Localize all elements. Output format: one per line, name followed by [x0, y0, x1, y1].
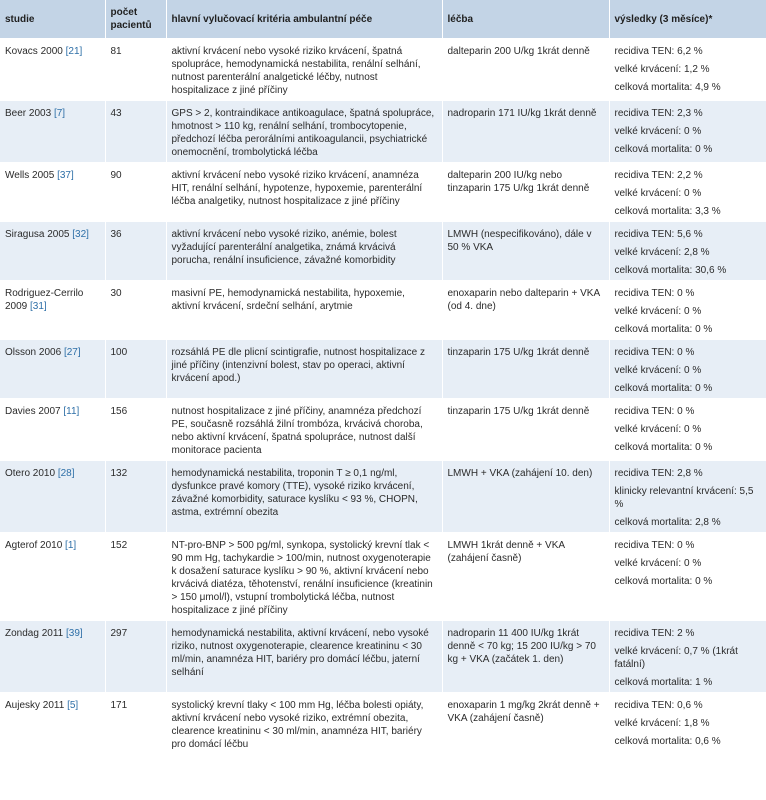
study-cell: [0, 340, 105, 399]
study-cell: [0, 163, 105, 222]
header-patients: počet pacientů: [105, 0, 166, 39]
patients-cell: 36: [105, 222, 166, 281]
treatment-cell: nadroparin 11 400 IU/kg 1krát denně < 70 kg; 15 200 IU/kg > 70 kg + VKA (začátek 1. den): [442, 621, 609, 693]
results-cell: [609, 163, 766, 222]
criteria-cell: NT-pro-BNP > 500 pg/ml, synkopa, systolický krevní tlak < 90 mm Hg, tachykardie > 100/min, nutnost oxygenoterapie k dosažení saturace kyslíku > 90 %, aktivní krvácení nebo krvácivá diatéza, těhotenství, renální insuficience (kreatinin > 150 μmol/l), vstupní trombolytická léčba, nutnost hospitalizace z jiné příčiny: [166, 533, 442, 621]
study-name: Beer 2003: [5, 108, 52, 119]
table-row: [0, 281, 766, 340]
result-item: celková mortalita: 2,8 %: [614, 517, 721, 528]
study-cell: [0, 533, 105, 621]
study-name: Aujesky 2011: [5, 700, 65, 711]
treatment-cell: LMWH (nespecifikováno), dále v 50 % VKA: [442, 222, 609, 281]
results-cell: [609, 39, 766, 101]
criteria-cell: masivní PE, hemodynamická nestabilita, hypoxemie, aktivní krvácení, srdeční selhání, arytmie: [166, 281, 442, 340]
study-name: Otero 2010: [5, 468, 56, 479]
criteria-cell: systolický krevní tlaky < 100 mm Hg, léčba bolesti opiáty, aktivní krvácení nebo vysoké riziko, extrémní obezita, clearence kreatininu < 30 ml/min, anamnéza HIT, bariéry pro domácí léčbu: [166, 693, 442, 755]
treatment-cell: dalteparin 200 IU/kg nebo tinzaparin 175 U/kg 1krát denně: [442, 163, 609, 222]
results-cell: [609, 533, 766, 621]
patients-cell: 156: [105, 399, 166, 461]
study-reference: [28]: [57, 468, 75, 479]
table-row: [0, 163, 766, 222]
result-item: velké krvácení: 0 %: [614, 365, 702, 376]
patients-cell: 297: [105, 621, 166, 693]
criteria-cell: nutnost hospitalizace z jiné příčiny, anamnéza předchozí PE, současně rozsáhlá žilní trombóza, krvácivá choroba, nebo aktivní krvácení, špatná spolupráce, nutnost další monitorace pacienta: [166, 399, 442, 461]
study-name: Davies 2007: [5, 406, 61, 417]
result-item: celková mortalita: 0 %: [614, 144, 713, 155]
study-cell: [0, 621, 105, 693]
table-row: [0, 340, 766, 399]
result-item: velké krvácení: 0 %: [614, 558, 702, 569]
treatment-cell: tinzaparin 175 U/kg 1krát denně: [442, 340, 609, 399]
result-item: velké krvácení: 0 %: [614, 306, 702, 317]
result-item: recidiva TEN: 2,3 %: [614, 108, 703, 119]
result-item: celková mortalita: 3,3 %: [614, 206, 721, 217]
study-reference: [7]: [53, 108, 66, 119]
patients-cell: 90: [105, 163, 166, 222]
table-row: [0, 222, 766, 281]
patients-cell: 81: [105, 39, 166, 101]
results-cell: [609, 101, 766, 163]
study-cell: [0, 39, 105, 101]
treatment-cell: LMWH 1krát denně + VKA (zahájení časně): [442, 533, 609, 621]
header-criteria: hlavní vylučovací kritéria ambulantní péče: [166, 0, 442, 39]
patients-cell: 171: [105, 693, 166, 755]
table-row: [0, 533, 766, 621]
study-name: Rodriguez-Cerrilo 2009: [5, 288, 84, 312]
result-item: velké krvácení: 1,8 %: [614, 718, 710, 729]
treatment-cell: tinzaparin 175 U/kg 1krát denně: [442, 399, 609, 461]
study-name: Wells 2005: [5, 170, 55, 181]
result-item: celková mortalita: 0 %: [614, 576, 713, 587]
results-cell: [609, 281, 766, 340]
table-row: [0, 621, 766, 693]
result-item: recidiva TEN: 0 %: [614, 540, 695, 551]
criteria-cell: aktivní krvácení nebo vysoké riziko krvácení, anamnéza HIT, renální selhání, hypotenze, hypoxemie, parenterální léčba analgetiky, nutnost hospitalizace z jiné příčiny: [166, 163, 442, 222]
header-treatment: léčba: [442, 0, 609, 39]
result-item: recidiva TEN: 0,6 %: [614, 700, 703, 711]
results-cell: [609, 222, 766, 281]
patients-cell: 152: [105, 533, 166, 621]
study-name: Kovacs 2000: [5, 46, 63, 57]
study-reference: [37]: [57, 170, 74, 181]
results-cell: [609, 621, 766, 693]
study-reference: [39]: [65, 628, 83, 639]
result-item: recidiva TEN: 0 %: [614, 288, 695, 299]
header-study: studie: [0, 0, 105, 39]
criteria-cell: aktivní krvácení nebo vysoké riziko, anémie, bolest vyžadující parenterální analgetika, známá krvácivá porucha, renální insuficience, závažné komorbidity: [166, 222, 442, 281]
results-cell: [609, 693, 766, 755]
study-reference: [27]: [63, 347, 81, 358]
patients-cell: 43: [105, 101, 166, 163]
study-name: Siragusa 2005: [5, 229, 70, 240]
result-item: velké krvácení: 0 %: [614, 188, 702, 199]
patients-cell: 100: [105, 340, 166, 399]
study-reference: [5]: [67, 700, 79, 711]
result-item: celková mortalita: 30,6 %: [614, 265, 727, 276]
study-name: Olsson 2006: [5, 347, 62, 358]
treatment-cell: dalteparin 200 U/kg 1krát denně: [442, 39, 609, 101]
results-cell: [609, 340, 766, 399]
criteria-cell: aktivní krvácení nebo vysoké riziko krvácení, špatná spolupráce, hemodynamická nestabilita, renální selhání, nutnost parenterální analgetické léčby, nutnost hospitalizace z jiné příčiny: [166, 39, 442, 101]
result-item: celková mortalita: 0,6 %: [614, 736, 721, 747]
results-cell: [609, 399, 766, 461]
criteria-cell: GPS > 2, kontraindikace antikoagulace, špatná spolupráce, hmotnost > 110 kg, renální selhání, trombocytopenie, předchozí léčba perorálními antikoagulancii, psychiatrické onemocnění, trombolytická léčba: [166, 101, 442, 163]
study-reference: [21]: [65, 46, 83, 57]
study-name: Zondag 2011: [5, 628, 64, 639]
study-name: Agterof 2010: [5, 540, 63, 551]
study-cell: [0, 399, 105, 461]
result-item: velké krvácení: 0 %: [614, 126, 702, 137]
result-item: celková mortalita: 4,9 %: [614, 82, 721, 93]
criteria-cell: rozsáhlá PE dle plicní scintigrafie, nutnost hospitalizace z jiné příčiny (intenzivní bolest, stav po operaci, aktivní krvácení apod.): [166, 340, 442, 399]
result-item: klinicky relevantní krvácení: 5,5 %: [614, 486, 754, 510]
result-item: velké krvácení: 0,7 % (1krát fatální): [614, 646, 738, 670]
study-cell: [0, 101, 105, 163]
result-item: celková mortalita: 0 %: [614, 383, 713, 394]
result-item: celková mortalita: 1 %: [614, 677, 713, 688]
header-row: [0, 0, 766, 39]
results-cell: [609, 461, 766, 533]
patients-cell: 30: [105, 281, 166, 340]
table-row: [0, 39, 766, 101]
table-row: [0, 399, 766, 461]
treatment-cell: enoxaparin nebo dalteparin + VKA (od 4. dne): [442, 281, 609, 340]
result-item: recidiva TEN: 0 %: [614, 347, 695, 358]
result-item: recidiva TEN: 5,6 %: [614, 229, 703, 240]
study-reference: [1]: [65, 540, 77, 551]
table-row: [0, 101, 766, 163]
treatment-cell: LMWH + VKA (zahájení 10. den): [442, 461, 609, 533]
result-item: velké krvácení: 2,8 %: [614, 247, 710, 258]
result-item: recidiva TEN: 0 %: [614, 406, 695, 417]
result-item: velké krvácení: 1,2 %: [614, 64, 710, 75]
study-reference: [11]: [63, 406, 80, 417]
table-row: [0, 461, 766, 533]
study-cell: [0, 461, 105, 533]
study-cell: [0, 693, 105, 755]
study-reference: [32]: [72, 229, 89, 240]
result-item: celková mortalita: 0 %: [614, 324, 713, 335]
patients-cell: 132: [105, 461, 166, 533]
result-item: recidiva TEN: 2 %: [614, 628, 695, 639]
result-item: recidiva TEN: 2,2 %: [614, 170, 703, 181]
table-row: [0, 693, 766, 755]
treatment-cell: nadroparin 171 IU/kg 1krát denně: [442, 101, 609, 163]
study-cell: [0, 281, 105, 340]
result-item: velké krvácení: 0 %: [614, 424, 702, 435]
result-item: celková mortalita: 0 %: [614, 442, 713, 453]
criteria-cell: hemodynamická nestabilita, troponin T ≥ 0,1 ng/ml, dysfunkce pravé komory (TTE), vysoké riziko krvácení, závažné komorbidity, saturace kyslíku < 93 %, CHOPN, astma, extrémní obezita: [166, 461, 442, 533]
study-reference: [31]: [30, 301, 47, 312]
result-item: recidiva TEN: 6,2 %: [614, 46, 703, 57]
header-results: výsledky (3 měsíce)*: [609, 0, 766, 39]
criteria-cell: hemodynamická nestabilita, aktivní krvácení, nebo vysoké riziko, nutnost oxygenoterapie, clearence kreatininu < 30 ml/min, anamnéza HIT, bariéry pro domácí léčbu, jaterní selhání: [166, 621, 442, 693]
treatment-cell: enoxaparin 1 mg/kg 2krát denně + VKA (zahájení časně): [442, 693, 609, 755]
study-cell: [0, 222, 105, 281]
result-item: recidiva TEN: 2,8 %: [614, 468, 703, 479]
